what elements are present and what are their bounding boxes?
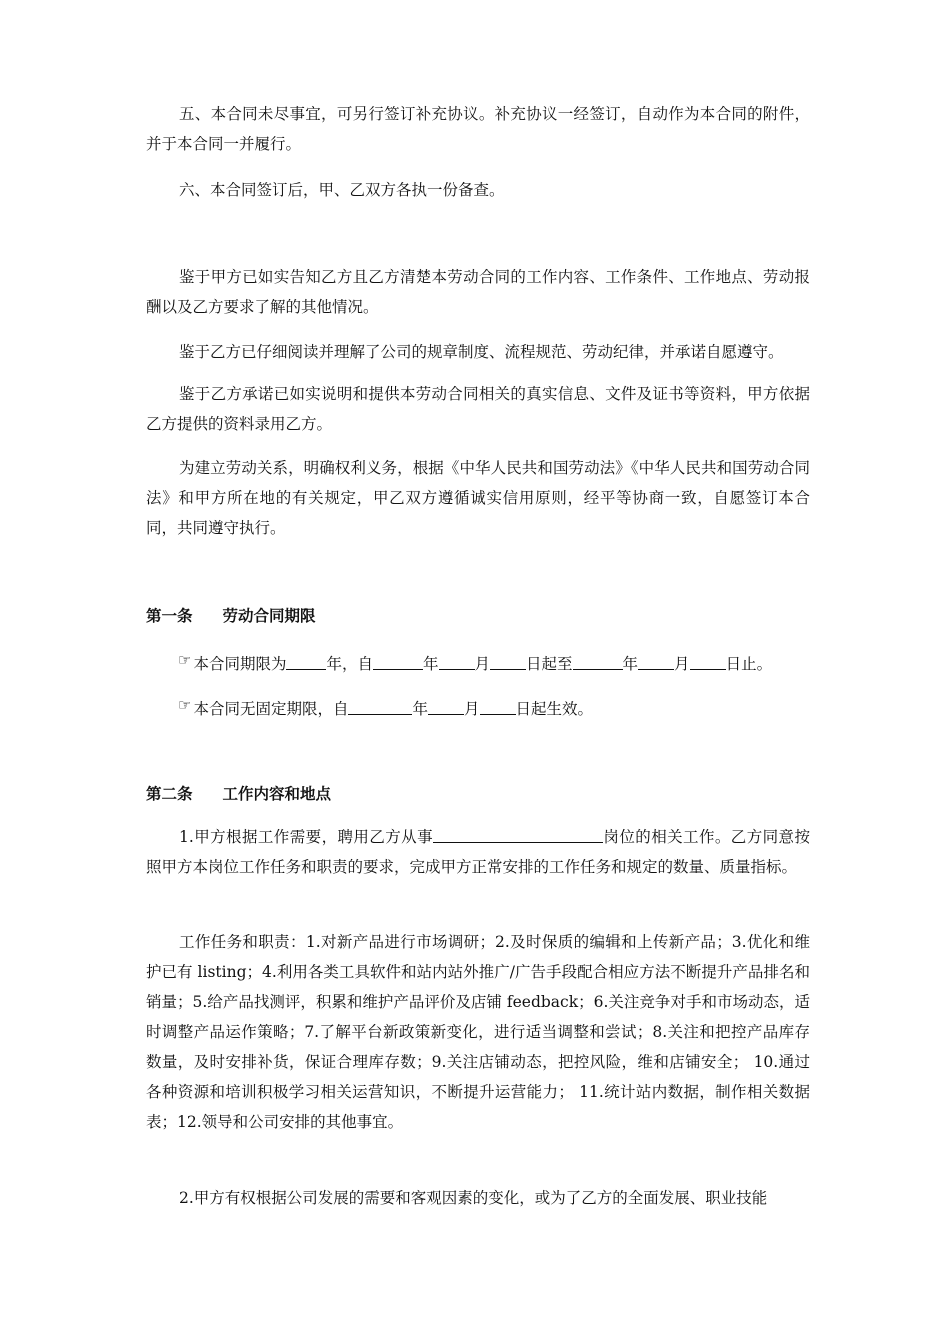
blank-end-month[interactable] [638,653,674,670]
position-suffix: 岗位的相关工作。乙方同意按照甲方本岗位工作任务和职责的要求，完成甲方正常安排的工作任务和规定的数量、质量指标。 [146,828,810,876]
recital-4: 为建立劳动关系，明确权利义务，根据《中华人民共和国劳动法》《中华人民共和国劳动合同法》和甲方所在地的有关规定，甲乙双方遵循诚实信用原则，经平等协商一致，自愿签订本合同，共同遵守执行。 [146,459,810,537]
article-2-number: 第二条 [146,785,193,803]
clause-six: 六、本合同签订后，甲、乙双方各执一份备查。 [179,181,505,199]
blank-start-month[interactable] [439,653,475,670]
fixed-term-line [178,647,772,677]
open-term-line [178,692,593,722]
article-2-paragraph-1 [146,822,810,882]
blank-start-year[interactable] [373,653,423,670]
open-term-end-label: 日起生效。 [515,700,594,718]
blank-end-year[interactable] [573,653,623,670]
fixed-term-month2-label: 月 [674,655,690,673]
clause-five: 五、本合同未尽事宜，可另行签订补充协议。补充协议一经签订，自动作为本合同的附件，并于本合同一并履行。 [146,105,810,153]
article-2-paragraph-2: 2.甲方有权根据公司发展的需要和客观因素的变化，或为了乙方的全面发展、职业技能 [179,1189,768,1207]
article-1-heading [146,604,316,628]
blank-position[interactable] [433,826,603,843]
recital-3: 鉴于乙方承诺已如实说明和提供本劳动合同相关的真实信息、文件及证书等资料，甲方依据乙方提供的资料录用乙方。 [146,385,810,433]
pointing-hand-icon: ☞ [178,651,192,669]
position-prefix: 1.甲方根据工作需要，聘用乙方从事 [179,828,434,846]
fixed-term-end-label: 日止。 [725,655,773,673]
blank-open-day[interactable] [480,698,516,715]
blank-open-month[interactable] [428,698,464,715]
blank-years[interactable] [286,653,326,670]
open-term-prefix: 本合同无固定期限，自 [193,700,349,718]
fixed-term-year-label: 年，自 [326,655,373,673]
article-1-title: 劳动合同期限 [222,607,316,625]
fixed-term-prefix: 本合同期限为 [193,655,287,673]
recital-2: 鉴于乙方已仔细阅读并理解了公司的规章制度、流程规范、劳动纪律，并承诺自愿遵守。 [179,343,784,361]
open-term-year-label: 年 [412,700,428,718]
duties-paragraph: 工作任务和职责：1.对新产品进行市场调研；2.及时保质的编辑和上传新产品；3.优化和维护已有 listing；4.利用各类工具软件和站内站外推广/广告手段配合相应方法不断提升产品排名和销量；5.给产品找测评，积累和维护产品评价及店铺 feedback；6.关注竞争对手和市场动态，适时调整产品运作策略；7.了解平台新政策新变化，进行适当调整和尝试；8.关注和把控产品库存数量，及时安排补货，保证合理库存数；9.关注店铺动态，把控风险，维和店铺安全； 10.通过各种资源和培训积极学习相关运营知识，不断提升运营能力； 11.统计站内数据，制作相关数据表；12.领导和公司安排的其他事宜。 [146,933,810,1131]
blank-end-day[interactable] [690,653,726,670]
blank-start-day[interactable] [490,653,526,670]
fixed-term-year3-label: 年 [622,655,639,673]
article-1-number: 第一条 [146,607,193,625]
open-term-month-label: 月 [463,700,480,718]
article-2-heading [146,782,331,806]
pointing-hand-icon: ☞ [178,696,192,714]
fixed-term-day-to-label: 日起至 [526,655,573,673]
fixed-term-year2-label: 年 [422,655,439,673]
article-2-title: 工作内容和地点 [222,785,332,803]
blank-open-year[interactable] [348,698,412,715]
fixed-term-month-label: 月 [474,655,491,673]
recital-1: 鉴于甲方已如实告知乙方且乙方清楚本劳动合同的工作内容、工作条件、工作地点、劳动报酬以及乙方要求了解的其他情况。 [146,268,810,316]
